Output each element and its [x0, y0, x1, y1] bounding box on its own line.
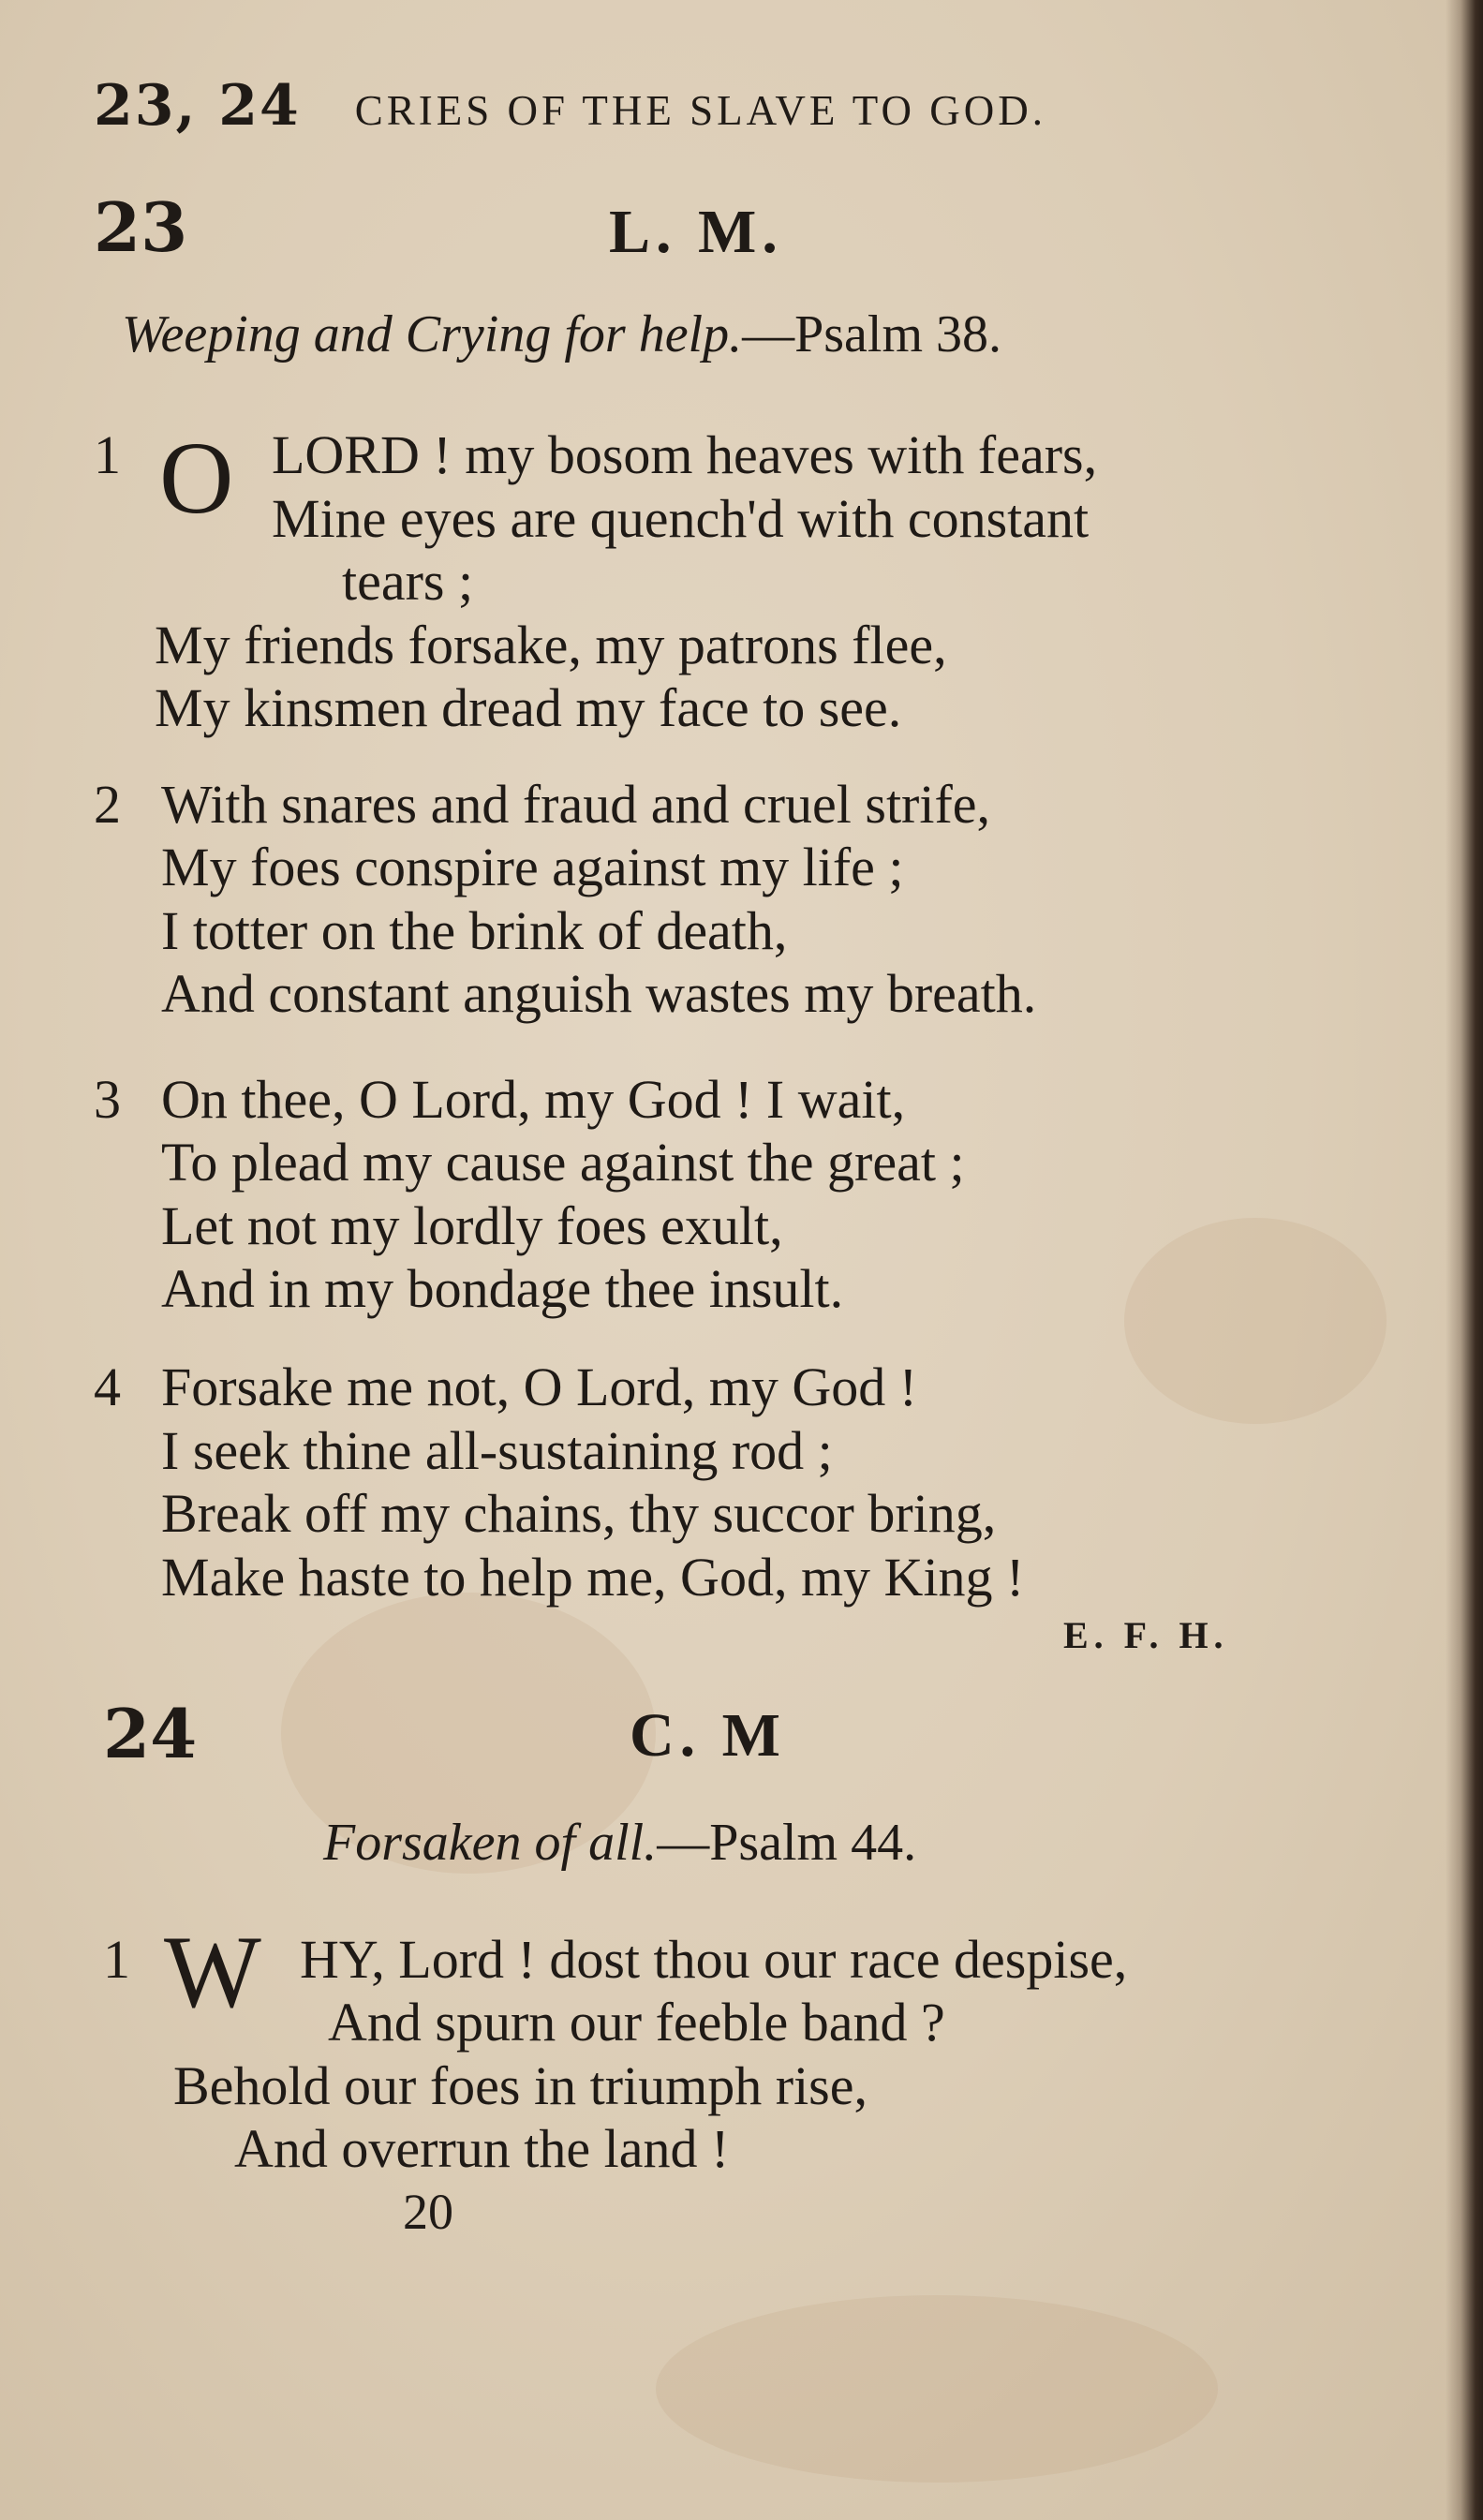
verse-line: Behold our foes in triumph rise,	[173, 2055, 868, 2116]
verse-line: I totter on the brink of death,	[161, 900, 788, 961]
verse-line: My foes conspire against my life ;	[161, 837, 904, 897]
header-running-title: CRIES OF THE SLAVE TO GOD.	[354, 87, 1046, 134]
verse-line: With snares and fraud and cruel strife,	[161, 774, 991, 835]
verse-line: Make haste to help me, God, my King !	[161, 1547, 1025, 1608]
verse-line: Break off my chains, thy succor bring,	[161, 1483, 997, 1544]
verse-line: My friends forsake, my patrons flee,	[155, 615, 947, 675]
drop-cap: O	[159, 421, 234, 535]
verse-number: 2	[94, 774, 121, 835]
paper-stain	[656, 2295, 1218, 2483]
verse-line: And spurn our feeble band ?	[328, 1992, 945, 2053]
book-spine-shadow	[1446, 0, 1483, 2520]
verse-line: And overrun the land !	[234, 2118, 730, 2179]
drop-cap: W	[164, 1915, 261, 2029]
verse-line: And in my bondage thee insult.	[161, 1258, 844, 1319]
verse-number: 3	[94, 1069, 121, 1130]
hymn-title	[323, 1813, 916, 1873]
verse-line: And constant anguish wastes my breath.	[161, 963, 1037, 1024]
verse-line: Let not my lordly foes exult,	[161, 1195, 783, 1256]
verse-line: LORD ! my bosom heaves with fears,	[272, 424, 1098, 485]
verse-number: 1	[103, 1929, 130, 1990]
verse-line: Forsake me not, O Lord, my God !	[161, 1356, 918, 1417]
hymn-number: 23	[94, 187, 188, 267]
verse-number: 1	[94, 424, 121, 485]
verse-line: I seek thine all-sustaining rod ;	[161, 1420, 833, 1481]
hymn-title-text: Weeping and Crying for help.	[122, 305, 743, 363]
hymn-title-text: Forsaken of all.	[323, 1814, 658, 1872]
hymn-title-reference: —Psalm 38.	[742, 305, 1002, 363]
verse-line: Mine eyes are quench'd with constant	[272, 488, 1090, 549]
page-number: 20	[403, 2184, 453, 2240]
verse-line: On thee, O Lord, my God ! I wait,	[161, 1069, 906, 1130]
hymn-author: E. F. H.	[1063, 1614, 1229, 1656]
running-header	[94, 73, 1046, 139]
paper-stain	[1124, 1218, 1387, 1424]
header-hymn-numbers: 23, 24	[94, 73, 301, 139]
verse-line: To plead my cause against the great ;	[161, 1132, 965, 1193]
verse-line: HY, Lord ! dost thou our race despise,	[300, 1929, 1128, 1990]
hymn-number: 24	[103, 1694, 198, 1773]
hymn-title-reference: —Psalm 44.	[657, 1814, 917, 1872]
verse-line: My kinsmen dread my face to see.	[155, 677, 902, 738]
verse-line: tears ;	[342, 551, 474, 612]
hymn-meter: L. M.	[609, 198, 783, 266]
hymn-meter: C. M	[630, 1701, 786, 1770]
hymn-title	[122, 304, 1001, 364]
verse-number: 4	[94, 1356, 121, 1417]
